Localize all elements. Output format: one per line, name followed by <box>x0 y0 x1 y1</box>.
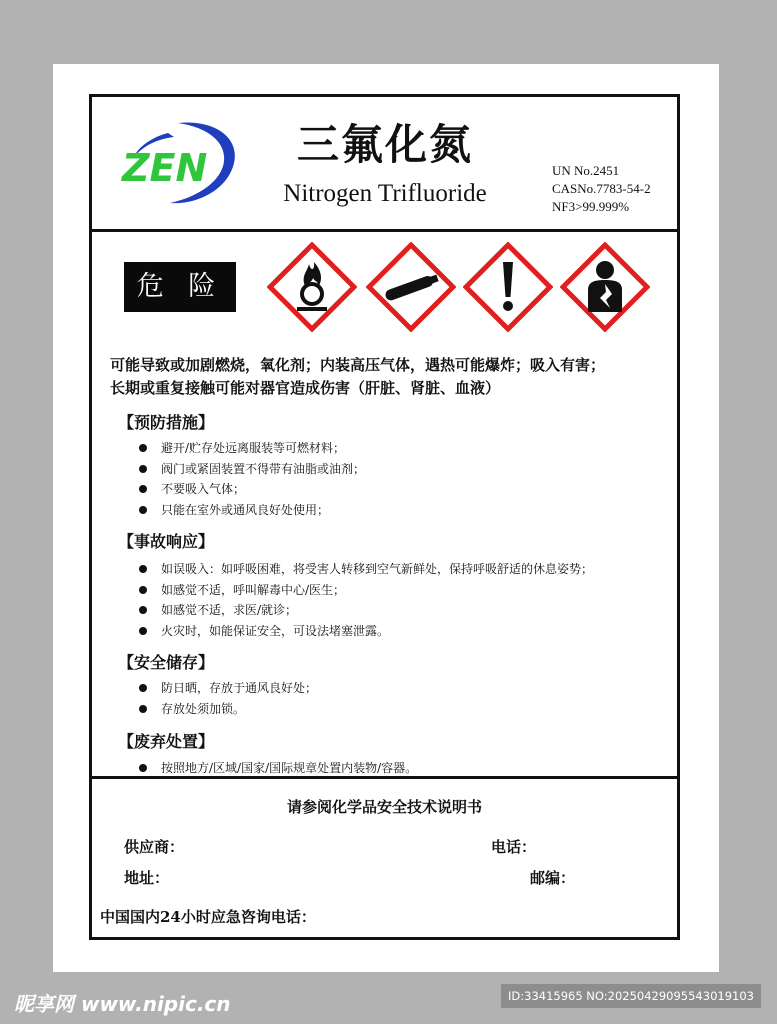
product-title-cn: 三氟化氮 <box>296 120 473 169</box>
list-item: 按照地方/区域/国家/国际规章处置内装物/容器。 <box>135 758 417 779</box>
watermark-right: ID:33415965 NO:20250429095543019103 <box>501 984 761 1008</box>
supplier-label: 供应商： <box>124 838 185 856</box>
list-item: 如误吸入：如呼吸困难，将受害人转移到空气新鲜处，保持呼吸舒适的休息姿势； <box>135 559 593 580</box>
storage-list <box>135 678 317 719</box>
section-title-response: 【事故响应】 <box>118 532 215 551</box>
bullet-icon <box>139 627 147 635</box>
phone-label: 电话： <box>491 838 537 856</box>
product-title-en: Nitrogen Trifluoride <box>283 180 487 207</box>
list-item: 阀门或紧固装置不得带有油脂或油剂； <box>135 459 365 480</box>
watermark-left: 昵享网 www.nipic.cn <box>14 992 231 1016</box>
list-item: 防日晒，存放于通风良好处； <box>135 678 317 699</box>
prevention-list <box>135 438 365 520</box>
bullet-icon <box>139 586 147 594</box>
sds-note: 请参阅化学品安全技术说明书 <box>286 798 482 816</box>
list-item: 火灾时，如能保证安全，可设法堵塞泄露。 <box>135 621 593 642</box>
purity: NF3>99.999% <box>552 199 630 214</box>
section-title-storage: 【安全储存】 <box>118 653 215 672</box>
emergency-phone-label: 中国国内24小时应急咨询电话： <box>100 908 316 926</box>
list-item: 避开/贮存处远离服装等可燃材料； <box>135 438 365 459</box>
bullet-icon <box>139 764 147 772</box>
list-item: 如感觉不适，求医/就诊； <box>135 600 593 621</box>
section-title-disposal: 【废弃处置】 <box>118 732 215 751</box>
un-number: UN No.2451 <box>552 163 620 178</box>
bullet-icon <box>139 506 147 514</box>
list-item: 不要吸入气体； <box>135 479 365 500</box>
zen-logo <box>118 119 240 207</box>
flame-over-circle-icon <box>267 242 357 332</box>
bullet-icon <box>139 444 147 452</box>
response-list <box>135 559 593 641</box>
gas-cylinder-icon <box>366 242 456 332</box>
list-item: 如感觉不适，呼叫解毒中心/医生； <box>135 580 593 601</box>
bullet-icon <box>139 705 147 713</box>
list-item: 只能在室外或通风良好处使用； <box>135 500 365 521</box>
signal-word: 危 险 <box>124 262 236 312</box>
header-divider <box>89 229 680 232</box>
health-hazard-icon <box>560 242 650 332</box>
disposal-list <box>135 758 417 779</box>
bullet-icon <box>139 684 147 692</box>
section-title-prevention: 【预防措施】 <box>118 413 215 432</box>
bullet-icon <box>139 565 147 573</box>
bullet-icon <box>139 465 147 473</box>
list-item: 存放处须加锁。 <box>135 699 317 720</box>
bullet-icon <box>139 485 147 493</box>
hazard-statement-line-1: 可能导致或加剧燃烧，氧化剂；内装高压气体，遇热可能爆炸；吸入有害； <box>110 356 606 374</box>
address-label: 地址： <box>124 869 170 887</box>
cas-number: CASNo.7783-54-2 <box>552 181 651 196</box>
logo-text: ZEN <box>122 146 208 190</box>
hazard-statement-line-2: 长期或重复接触可能对器官造成伤害（肝脏、肾脏、血液） <box>110 379 501 397</box>
exclamation-mark-icon <box>463 242 553 332</box>
postcode-label: 邮编： <box>530 869 576 887</box>
bullet-icon <box>139 606 147 614</box>
